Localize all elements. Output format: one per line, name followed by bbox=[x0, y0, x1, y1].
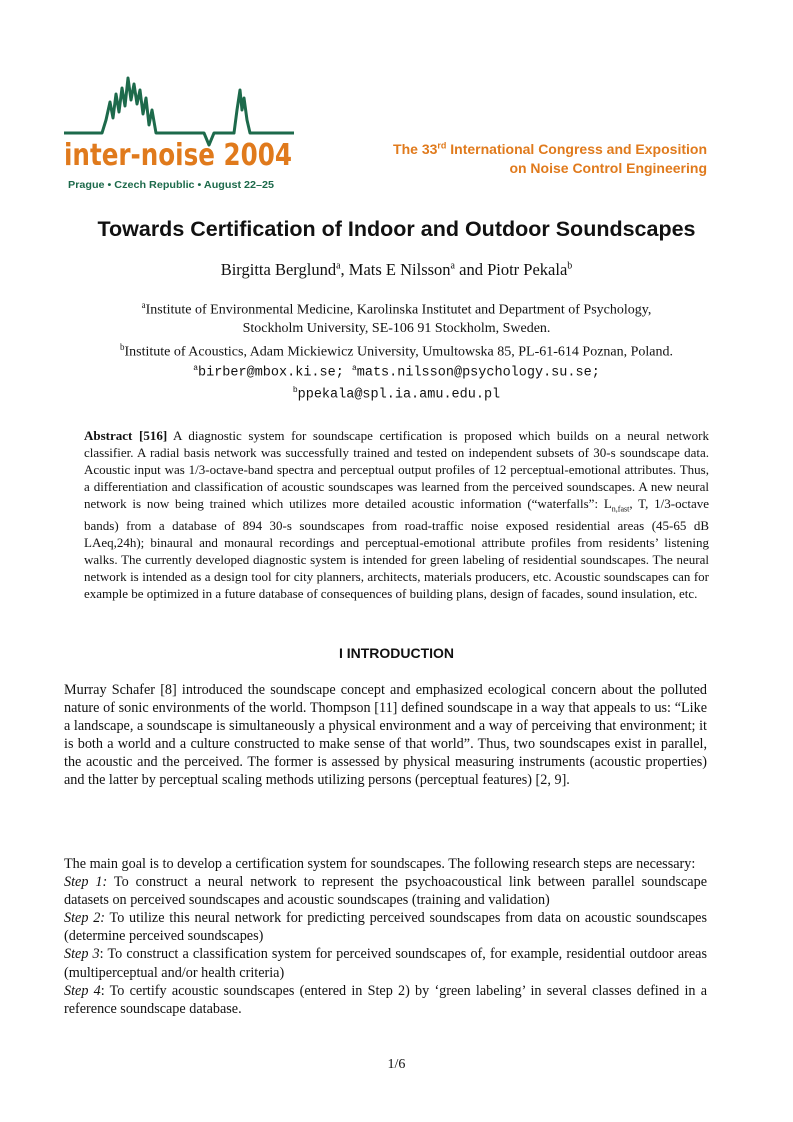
author: Mats E Nilsson bbox=[348, 260, 451, 279]
author: Birgitta Berglund bbox=[220, 260, 337, 279]
abstract: Abstract [516] A diagnostic system for soundscape certification is proposed which builds on a neural network classifier. A radial basis network was successfully trained and tested on independent subsets of 30-s soundscape data. Acoustic input was 1/3-octave-band spectra and perceptual output profiles of 12 perceptual-emotional attributes. Thus, a differentiation and classification of acoustic soundscapes was learned from the perceived soundscapes. A new neural network is now being trained which utilizes more detailed acoustic information (“waterfalls”: $L_{n,fast}$, T, 1/3-octave bands) from a database of 894 30-s soundscapes from road-traffic noise exposed residential areas (45-65 dB LAeq,24h); binaural and monaural recordings and perceptual-emotional attribute profiles from residents’ listening walks. The currently developed diagnostic system is intended for green labeling of residential soundscapes. The neural network is intended as a design tool for city planners, architects, materials producers, etc. Acoustic soundscapes can for example be optimized in a future database of consequences of building plans, design of facades, sound insulation, etc. bbox=[84, 428, 710, 601]
intro-paragraph-2: The main goal is to develop a certification system for soundscapes. The following research steps are necessary: Step 1: To construct a neural network to represent the psychoacoustical link between parallel soundscape datasets on perceived soundscapes and acoustic soundscapes (training and validation) Step 2: To utilize this neural network for predicting perceived soundscapes from data on acoustic soundscapes (determine perceived soundscapes) Step 3: To construct a classification system for perceived soundscapes of, for example, residential outdoor areas (multiperceptual and/or health criteria) Step 4: To certify acoustic soundscapes (entered in Step 2) by ‘green labeling’ in several classes defined in a reference soundscape database. bbox=[64, 856, 708, 1017]
conference-line-1: The 33rd International Congress and Exposition bbox=[393, 140, 707, 157]
logo-graphic bbox=[64, 70, 294, 195]
step-item: Step 3: To construct a classification system for perceived soundscapes of, for example, residential outdoor areas (multiperceptual and/or health criteria) bbox=[64, 946, 707, 981]
conference-name bbox=[393, 140, 707, 178]
abstract-label: Abstract [516] bbox=[84, 428, 168, 443]
page-number: 1/6 bbox=[387, 1057, 406, 1072]
email-link[interactable]: ppekala@spl.ia.amu.edu.pl bbox=[297, 387, 501, 402]
step-item: Step 1: To construct a neural network to represent the psychoacoustical link between parallel soundscape datasets on perceived soundscapes and acoustic soundscapes (training and validation) bbox=[64, 874, 707, 909]
author-list: Birgitta Berglund$^a$, Mats E Nilsson$^a$ and Piotr Pekala$^b$ bbox=[220, 260, 573, 279]
step-item: Step 4: To certify acoustic soundscapes (entered in Step 2) by ‘green labeling’ in several classes defined in a reference soundscape database. bbox=[64, 982, 707, 1017]
ordinal-suffix: rd bbox=[437, 140, 447, 151]
author: Piotr Pekala bbox=[487, 260, 568, 279]
logo-skyline bbox=[64, 78, 294, 145]
logo-wordmark: inter-noise 2004 bbox=[64, 138, 292, 173]
section-heading: I INTRODUCTION bbox=[338, 645, 455, 661]
affiliation-b: $^b$Institute of Acoustics, Adam Mickiewicz University, Umultowska 85, PL-61-614 Poznan, Poland. bbox=[119, 341, 674, 360]
email-link[interactable]: mats.nilsson@psychology.su.se; bbox=[356, 365, 600, 381]
paper-title: Towards Certification of Indoor and Outdoor Soundscapes bbox=[97, 217, 696, 241]
logo-tagline: Prague • Czech Republic • August 22–25 bbox=[68, 179, 275, 191]
affiliations bbox=[0, 296, 793, 361]
email-list: $^a$birber@mbox.ki.se; $^a$mats.nilsson@psychology.su.se; $^b$ppekala@spl.ia.amu.edu.pl bbox=[193, 364, 600, 402]
conference-logo bbox=[64, 70, 294, 195]
affiliation-a: $^a$Institute of Environmental Medicine, Karolinska Institutet and Department of Psychology, bbox=[141, 300, 652, 318]
conference-line-2: on Noise Control Engineering bbox=[509, 160, 707, 176]
intro-paragraph-1: Murray Schafer [8] introduced the soundscape concept and emphasized ecological concern about the polluted nature of sonic environments of the world. Thompson [11] defined soundscape in a way that appeals to us: “Like a landscape, a soundscape is simultaneously a physical environment and a way of perceiving that environment; it is both a world and a culture constructed to make sense of that world”. Thus, two soundscapes exist in parallel, the acoustic and the perceived. The former is assessed by physical measuring instruments (acoustic properties) and the latter by perceptual scaling methods utilizing persons (perceptual features) [2, 9]. bbox=[64, 682, 707, 789]
step-item: Step 2: To utilize this neural network for predicting perceived soundscapes from data on acoustic soundscapes (determine perceived soundscapes) bbox=[64, 910, 708, 945]
affiliation-a-cont: Stockholm University, SE-106 91 Stockholm, Sweden. bbox=[242, 320, 551, 336]
email-link[interactable]: birber@mbox.ki.se; bbox=[198, 365, 352, 381]
